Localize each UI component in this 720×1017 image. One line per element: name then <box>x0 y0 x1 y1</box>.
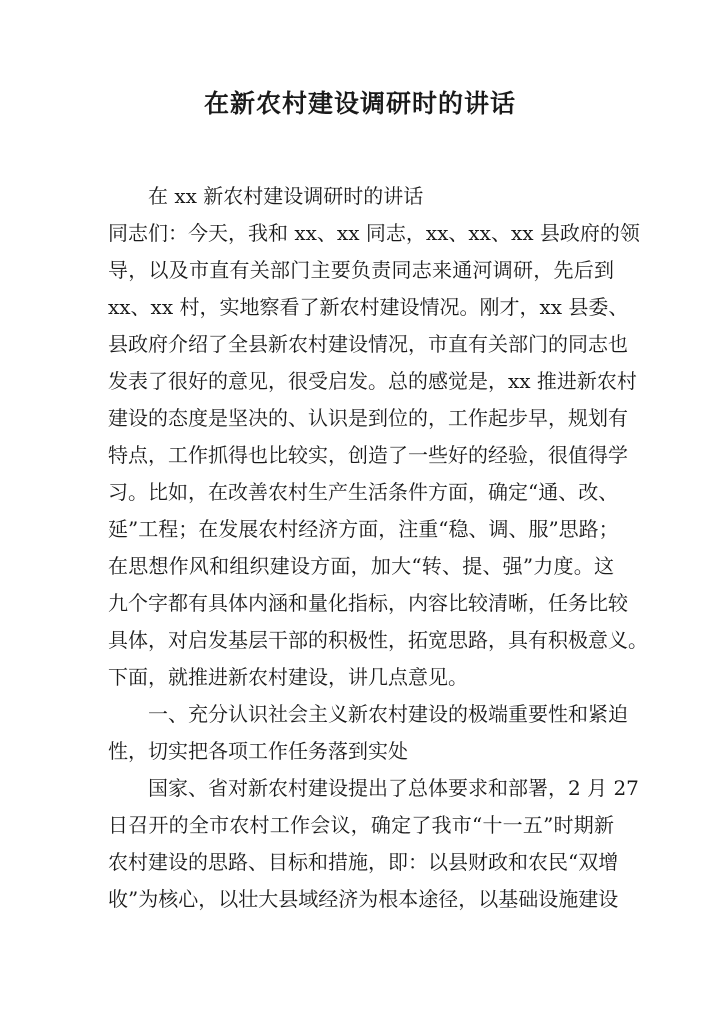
paragraph-line: 农村建设的思路、目标和措施，即：以县财政和农民“双增 <box>108 850 619 874</box>
paragraph-line: 具体，对启发基层干部的积极性，拓宽思路，具有积极意义。 <box>108 628 648 652</box>
document-body <box>108 178 648 918</box>
paragraph-line: 发表了很好的意见，很受启发。总的感觉是，xx 推进新农村 <box>108 369 637 393</box>
paragraph-line: 日召开的全市农村工作会议，确定了我市“十一五”时期新 <box>108 813 614 837</box>
paragraph-line: 特点，工作抓得也比较实，创造了一些好的经验，很值得学 <box>108 443 628 467</box>
paragraph-line: 延”工程；在发展农村经济方面，注重“稳、调、服”思路； <box>108 517 619 541</box>
paragraph-line: 在思想作风和组织建设方面，加大“转、提、强”力度。这 <box>108 554 614 578</box>
paragraph-line: 同志们：今天，我和 xx、xx 同志，xx、xx、xx 县政府的领 <box>108 221 640 245</box>
speech-subtitle-line: 在 xx 新农村建设调研时的讲话 <box>148 184 424 208</box>
section-heading-line: 性，切实把各项工作任务落到实处 <box>108 739 408 763</box>
paragraph-line: 习。比如，在改善农村生产生活条件方面，确定“通、改、 <box>108 480 619 504</box>
paragraph-line: 国家、省对新农村建设提出了总体要求和部署，2 月 27 <box>148 776 639 800</box>
paragraph-line: 收”为核心，以壮大县域经济为根本途径，以基础设施建设 <box>108 887 619 911</box>
paragraph-line: 导，以及市直有关部门主要负责同志来通河调研，先后到 <box>108 258 614 282</box>
paragraph-line: 下面，就推进新农村建设，讲几点意见。 <box>108 665 468 689</box>
paragraph-line: 九个字都有具体内涵和量化指标，内容比较清晰，任务比较 <box>108 591 628 615</box>
paragraph-line: xx、xx 村，实地察看了新农村建设情况。刚才，xx 县委、 <box>108 295 629 319</box>
paragraph-line: 县政府介绍了全县新农村建设情况，市直有关部门的同志也 <box>108 332 628 356</box>
document-title: 在新农村建设调研时的讲话 <box>203 89 516 118</box>
paragraph-line: 建设的态度是坚决的、认识是到位的，工作起步早，规划有 <box>108 406 628 430</box>
section-heading-line: 一、充分认识社会主义新农村建设的极端重要性和紧迫 <box>148 702 628 726</box>
